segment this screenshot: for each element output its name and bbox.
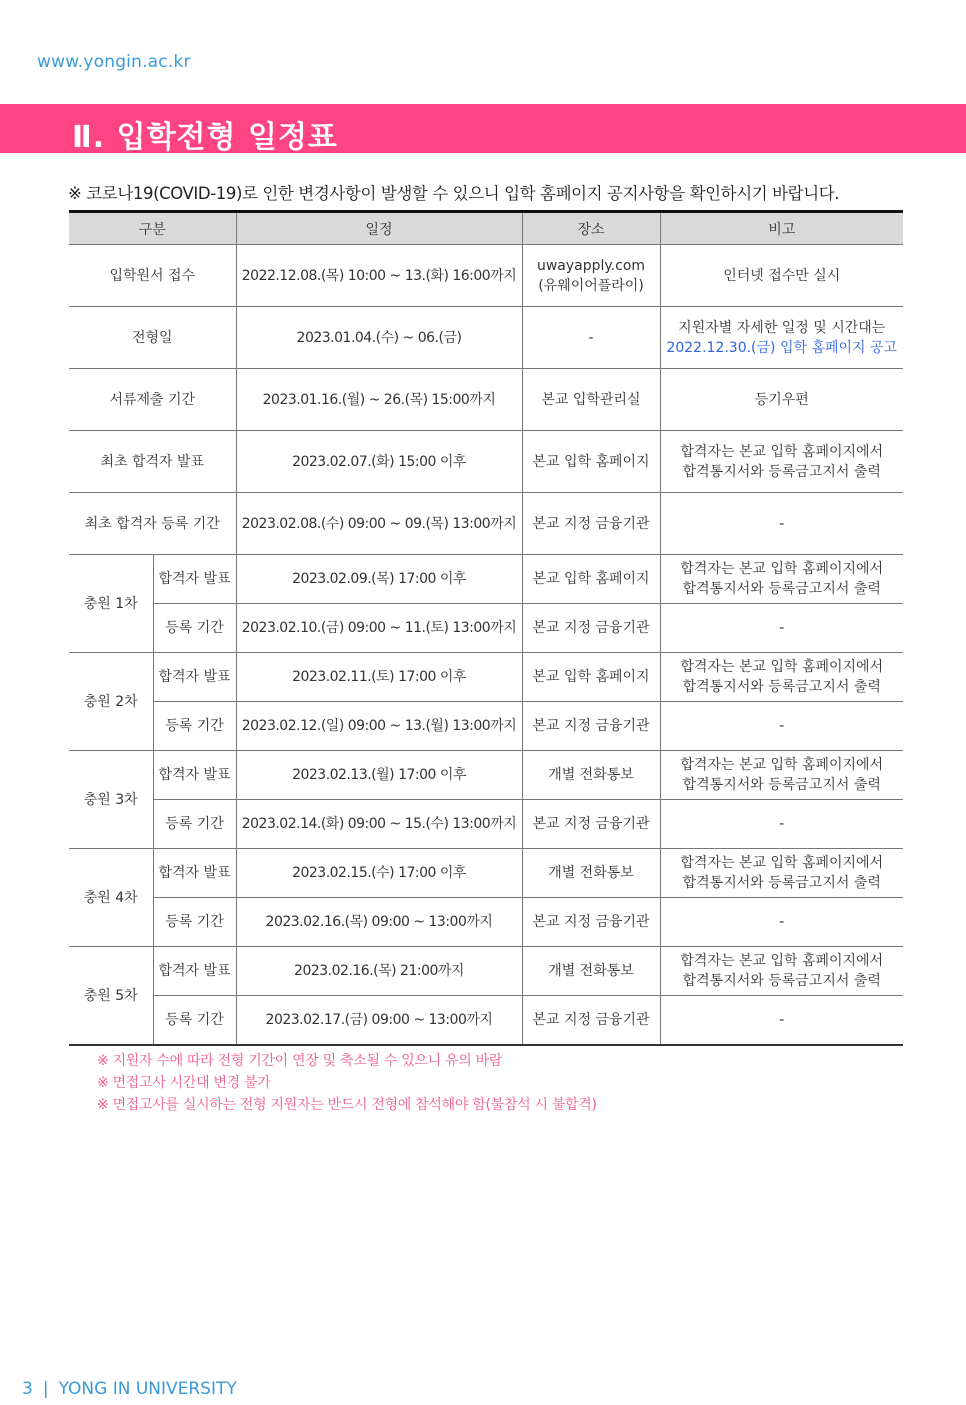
row-date: 2023.02.11.(토) 17:00 이후 xyxy=(236,653,522,702)
note-line: 합격자는 본교 입학 홈페이지에서 xyxy=(680,757,884,773)
row-place: 개별 전화통보 xyxy=(522,849,660,898)
row-label: 입학원서 접수 xyxy=(69,245,236,307)
note-line-highlight: 2022.12.30.(금) 입학 홈페이지 공고 xyxy=(666,339,898,356)
table-row xyxy=(69,245,903,307)
row-place: 본교 입학 홈페이지 xyxy=(522,555,660,604)
row-date: 2023.02.12.(일) 09:00 ~ 13.(월) 13:00까지 xyxy=(236,702,522,751)
note-line: 합격자는 본교 입학 홈페이지에서 xyxy=(680,561,884,577)
row-note xyxy=(660,947,903,996)
header-place: 장소 xyxy=(522,212,660,245)
row-place: 본교 지정 금융기관 xyxy=(522,604,660,653)
row-date: 2022.12.08.(목) 10:00 ~ 13.(화) 16:00까지 xyxy=(236,245,522,307)
university-name: YONG IN UNIVERSITY xyxy=(58,1379,237,1399)
sub-label: 합격자 발표 xyxy=(153,849,236,898)
sub-label: 등록 기간 xyxy=(153,800,236,849)
sub-label: 등록 기간 xyxy=(153,996,236,1046)
note-line: 합격통지서와 등록금고지서 출력 xyxy=(682,581,881,597)
row-place: 개별 전화통보 xyxy=(522,751,660,800)
site-url[interactable]: www.yongin.ac.kr xyxy=(37,52,191,72)
row-place: 본교 입학관리실 xyxy=(522,369,660,431)
row-place: 본교 지정 금융기관 xyxy=(522,800,660,849)
row-date: 2023.01.04.(수) ~ 06.(금) xyxy=(236,307,522,369)
footnote: ※ 면접고사를 실시하는 전형 지원자는 반드시 전형에 참석해야 함(불참석 시 불합격) xyxy=(97,1097,597,1113)
row-note: 인터넷 접수만 실시 xyxy=(660,245,903,307)
sub-label: 등록 기간 xyxy=(153,898,236,947)
note-line: 합격통지서와 등록금고지서 출력 xyxy=(682,973,881,989)
row-note: - xyxy=(660,702,903,751)
row-place: 개별 전화통보 xyxy=(522,947,660,996)
row-place xyxy=(522,245,660,307)
table-row xyxy=(69,604,903,653)
table-row xyxy=(69,555,903,604)
table-row xyxy=(69,653,903,702)
row-place: 본교 지정 금융기관 xyxy=(522,898,660,947)
sub-label: 등록 기간 xyxy=(153,604,236,653)
section-banner xyxy=(0,104,966,153)
row-place: 본교 지정 금융기관 xyxy=(522,996,660,1046)
table-row xyxy=(69,898,903,947)
note-line: 합격통지서와 등록금고지서 출력 xyxy=(682,875,881,891)
row-place: 본교 지정 금융기관 xyxy=(522,493,660,555)
row-date: 2023.02.17.(금) 09:00 ~ 13:00까지 xyxy=(236,996,522,1046)
footnote: ※ 면접고사 시간대 변경 불가 xyxy=(97,1075,271,1091)
row-label: 최초 합격자 등록 기간 xyxy=(69,493,236,555)
section-title: Ⅱ. 입학전형 일정표 xyxy=(72,120,338,155)
note-line: 합격자는 본교 입학 홈페이지에서 xyxy=(680,855,884,871)
row-date: 2023.02.10.(금) 09:00 ~ 11.(토) 13:00까지 xyxy=(236,604,522,653)
row-date: 2023.02.16.(목) 21:00까지 xyxy=(236,947,522,996)
table-row xyxy=(69,800,903,849)
table-row xyxy=(69,751,903,800)
row-note xyxy=(660,555,903,604)
row-place: 본교 지정 금융기관 xyxy=(522,702,660,751)
footer-separator: | xyxy=(42,1379,49,1399)
note-line: 합격통지서와 등록금고지서 출력 xyxy=(682,777,881,793)
row-date: 2023.02.07.(화) 15:00 이후 xyxy=(236,431,522,493)
table-row xyxy=(69,996,903,1046)
sub-label: 합격자 발표 xyxy=(153,751,236,800)
row-place: 본교 입학 홈페이지 xyxy=(522,653,660,702)
row-note: 등기우편 xyxy=(660,369,903,431)
round-label: 충원 4차 xyxy=(69,849,153,947)
sub-label: 합격자 발표 xyxy=(153,555,236,604)
row-note xyxy=(660,431,903,493)
table-row xyxy=(69,849,903,898)
table-header-row xyxy=(69,212,903,245)
sub-label: 합격자 발표 xyxy=(153,947,236,996)
row-note: - xyxy=(660,898,903,947)
header-category: 구분 xyxy=(69,212,236,245)
header-schedule: 일정 xyxy=(236,212,522,245)
row-date: 2023.02.09.(목) 17:00 이후 xyxy=(236,555,522,604)
row-note xyxy=(660,307,903,369)
table-row xyxy=(69,369,903,431)
place-line: (유웨이어플라이) xyxy=(538,277,644,294)
row-date: 2023.02.15.(수) 17:00 이후 xyxy=(236,849,522,898)
note-line: 합격자는 본교 입학 홈페이지에서 xyxy=(680,443,884,460)
admission-schedule-table xyxy=(69,210,903,1046)
round-label: 충원 3차 xyxy=(69,751,153,849)
row-note xyxy=(660,653,903,702)
row-place: 본교 입학 홈페이지 xyxy=(522,431,660,493)
header-note: 비고 xyxy=(660,212,903,245)
note-line: 합격통지서와 등록금고지서 출력 xyxy=(682,679,881,695)
row-note: - xyxy=(660,800,903,849)
table-row xyxy=(69,947,903,996)
place-line[interactable]: uwayapply.com xyxy=(536,257,646,274)
note-line: 합격자는 본교 입학 홈페이지에서 xyxy=(680,953,884,969)
row-note xyxy=(660,751,903,800)
row-date: 2023.02.13.(월) 17:00 이후 xyxy=(236,751,522,800)
table-row xyxy=(69,493,903,555)
sub-label: 합격자 발표 xyxy=(153,653,236,702)
row-place: - xyxy=(522,307,660,369)
page-footer xyxy=(22,1379,237,1399)
round-label: 충원 2차 xyxy=(69,653,153,751)
round-label: 충원 1차 xyxy=(69,555,153,653)
row-date: 2023.02.14.(화) 09:00 ~ 15.(수) 13:00까지 xyxy=(236,800,522,849)
table-row xyxy=(69,702,903,751)
table-row xyxy=(69,431,903,493)
row-note xyxy=(660,849,903,898)
row-date: 2023.02.16.(목) 09:00 ~ 13:00까지 xyxy=(236,898,522,947)
row-note: - xyxy=(660,996,903,1046)
row-date: 2023.01.16.(월) ~ 26.(목) 15:00까지 xyxy=(236,369,522,431)
row-label: 서류제출 기간 xyxy=(69,369,236,431)
page-number: 3 xyxy=(22,1379,33,1399)
round-label: 충원 5차 xyxy=(69,947,153,1046)
row-label: 최초 합격자 발표 xyxy=(69,431,236,493)
footnotes xyxy=(97,1050,597,1116)
row-note: - xyxy=(660,493,903,555)
note-line: 합격통지서와 등록금고지서 출력 xyxy=(682,463,881,480)
sub-label: 등록 기간 xyxy=(153,702,236,751)
row-label: 전형일 xyxy=(69,307,236,369)
note-line: 합격자는 본교 입학 홈페이지에서 xyxy=(680,659,884,675)
table-row xyxy=(69,307,903,369)
row-note: - xyxy=(660,604,903,653)
footnote: ※ 지원자 수에 따라 전형 기간이 연장 및 축소될 수 있으니 유의 바람 xyxy=(97,1053,503,1069)
note-line: 지원자별 자세한 일정 및 시간대는 xyxy=(678,319,886,336)
row-date: 2023.02.08.(수) 09:00 ~ 09.(목) 13:00까지 xyxy=(236,493,522,555)
covid-notice: ※ 코로나19(COVID-19)로 인한 변경사항이 발생할 수 있으니 입학 홈페이지 공지사항을 확인하시기 바랍니다. xyxy=(68,184,840,203)
